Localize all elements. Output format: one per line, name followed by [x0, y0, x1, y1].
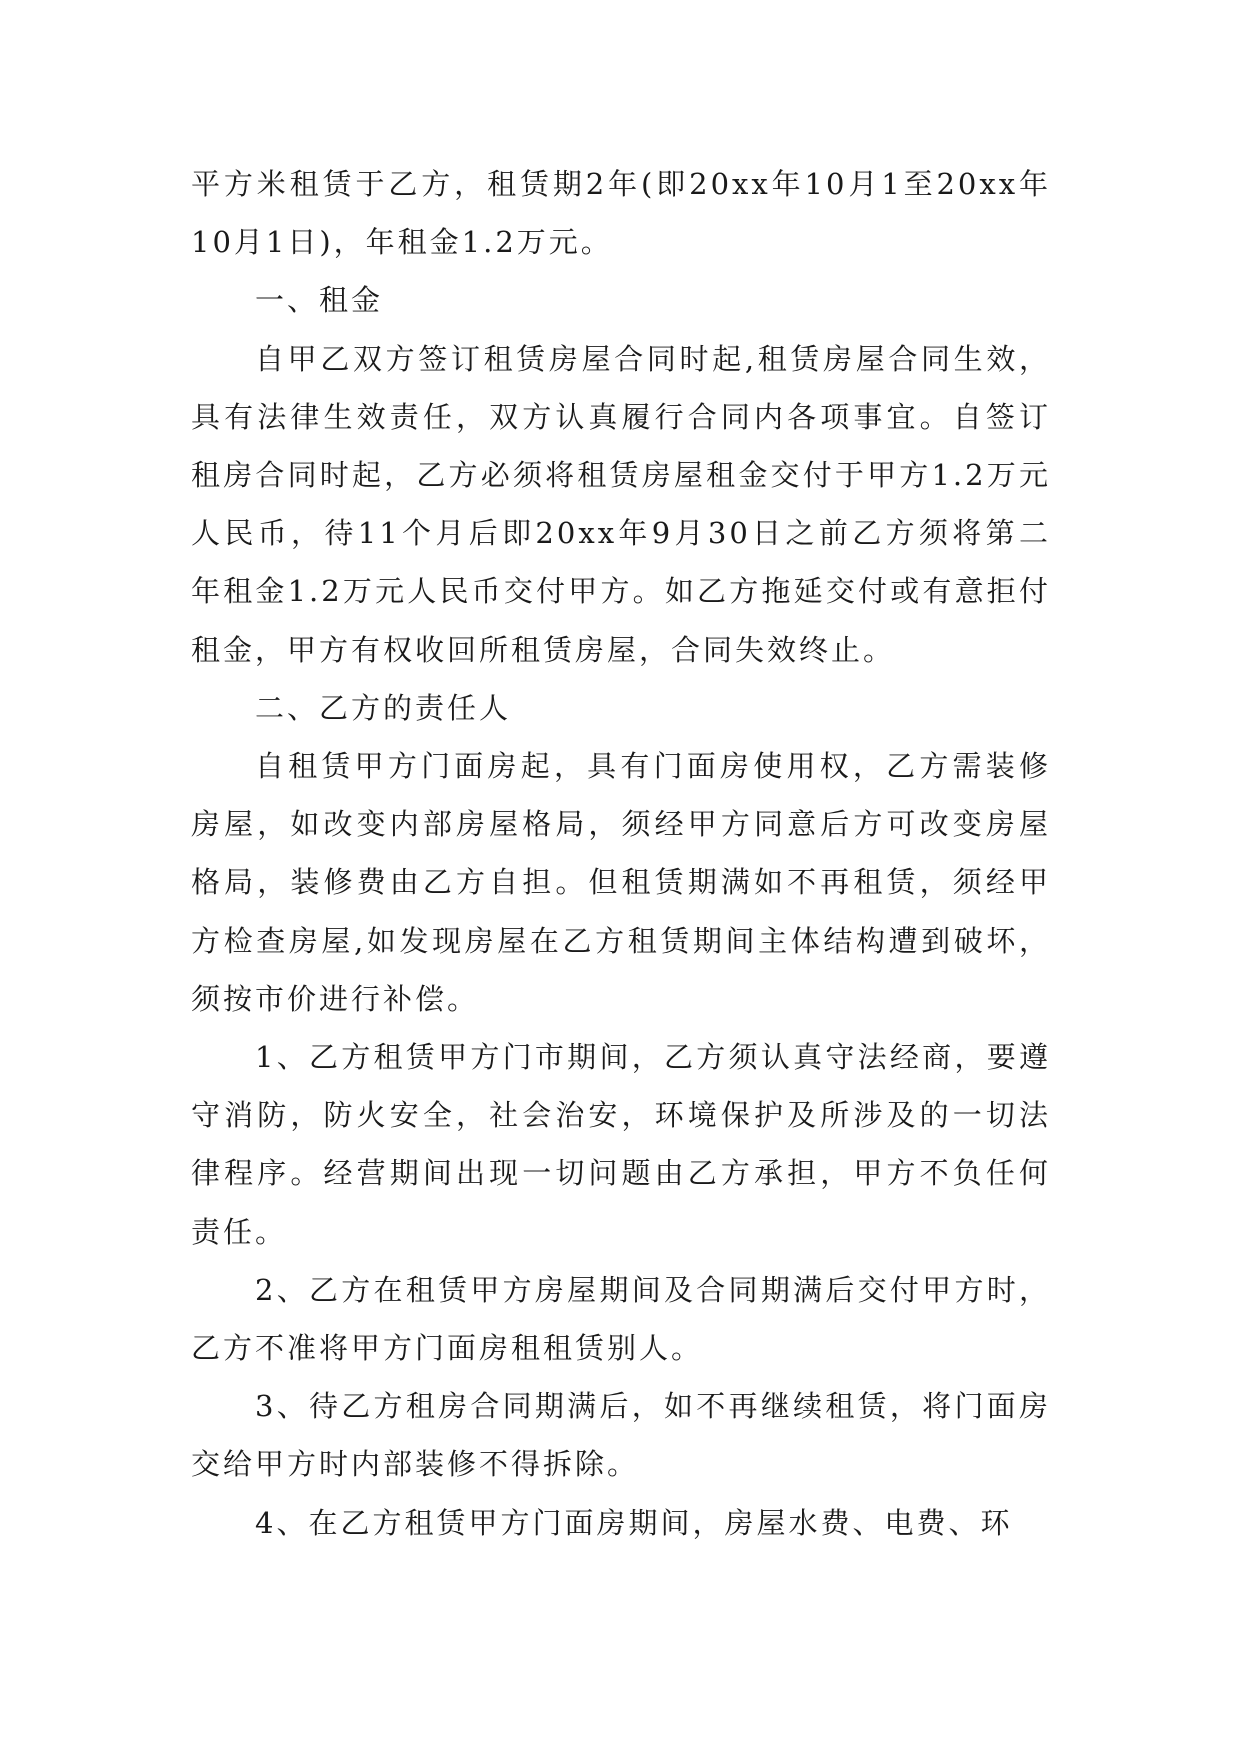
clause-4-utilities: 4、在乙方租赁甲方门面房期间，房屋水费、电费、环 — [255, 1505, 1013, 1540]
paragraph-rent-terms: 自甲乙双方签订租赁房屋合同时起,租赁房屋合同生效，具有法律生效责任，双方认真履行合同内各项事宜。自签订租房合同时起，乙方必须将租赁房屋租金交付于甲方1.2万元人民币，待11个月后即20xx年9月30日之前乙方须将第二年租金1.2万元人民币交付甲方。如乙方拖延交付或有意拒付租金，甲方有权收回所租赁房屋，合同失效终止。 — [191, 341, 1051, 667]
clause-1-lawful-business: 1、乙方租赁甲方门市期间，乙方须认真守法经商，要遵守消防，防火安全，社会治安，环境保护及所涉及的一切法律程序。经营期间出现一切问题由乙方承担，甲方不负任何责任。 — [191, 1040, 1051, 1249]
clause-2-no-sublease: 2、乙方在租赁甲方房屋期间及合同期满后交付甲方时，乙方不准将甲方门面房租租赁别人。 — [191, 1272, 1051, 1366]
paragraph-renovation-terms: 自租赁甲方门面房起，具有门面房使用权，乙方需装修房屋，如改变内部房屋格局，须经甲方同意后方可改变房屋格局，装修费由乙方自担。但租赁期满如不再租赁，须经甲方检查房屋,如发现房屋在乙方租赁期间主体结构遭到破坏，须按市价进行补偿。 — [191, 749, 1051, 1016]
clause-3-renovation-retained: 3、待乙方租房合同期满后，如不再继续租赁，将门面房交给甲方时内部装修不得拆除。 — [191, 1389, 1051, 1482]
document-body — [191, 155, 1051, 1552]
heading-rent: 一、租金 — [255, 283, 384, 318]
heading-party-b-responsibility: 二、乙方的责任人 — [255, 690, 512, 725]
paragraph-lease-term: 平方米租赁于乙方，租赁期2年(即20xx年10月1至20xx年10月1日)，年租金1.2万元。 — [191, 167, 1051, 260]
